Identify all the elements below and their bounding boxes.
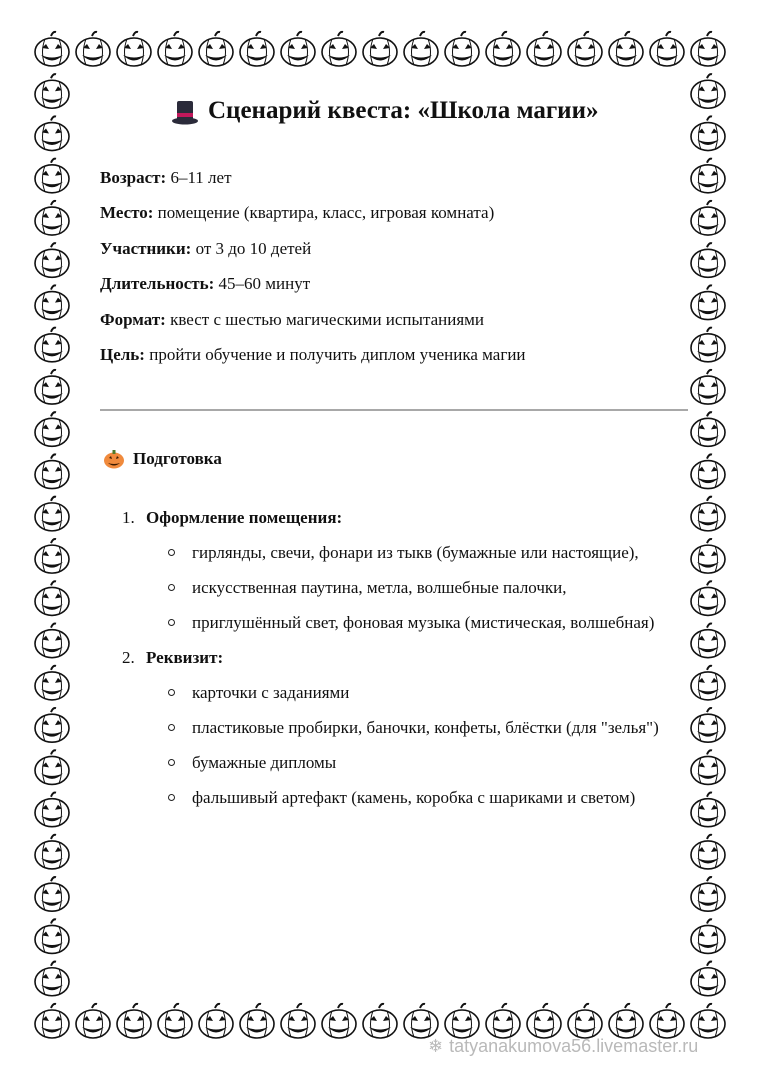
preparation-list: [122, 500, 682, 815]
sub-item-text: гирлянды, свечи, фонари из тыкв (бумажные или настоящие),: [192, 543, 639, 562]
bullet-icon: [168, 759, 175, 766]
list-item: [122, 640, 682, 675]
bullet-icon: [168, 584, 175, 591]
list-number: 2.: [122, 648, 135, 667]
sub-item-text: искусственная паутина, метла, волшебные палочки,: [192, 578, 567, 597]
bullet-icon: [168, 619, 175, 626]
bullet-icon: [168, 689, 175, 696]
section-title: Подготовка: [133, 449, 222, 468]
sub-list-item: [122, 605, 662, 640]
meta-label: Возраст:: [100, 168, 167, 187]
sub-list-item: [122, 710, 662, 745]
meta-duration: [100, 266, 700, 301]
watermark-text: tatyanakumova56.livemaster.ru: [449, 1036, 699, 1056]
sub-list-item: [122, 780, 662, 815]
meta-place: [100, 195, 700, 230]
meta-value: квест с шестью магическими испытаниями: [165, 309, 485, 329]
page-title: [170, 96, 690, 126]
meta-label: Формат:: [100, 309, 166, 329]
sub-item-text: карточки с заданиями: [192, 683, 350, 702]
meta-info: [100, 160, 700, 372]
meta-value: 45–60 минут: [214, 274, 311, 294]
bullet-icon: [168, 549, 175, 556]
list-item-title: Оформление помещения:: [146, 508, 343, 527]
sub-list-item: [122, 675, 662, 710]
list-item: [122, 500, 682, 535]
meta-goal: [100, 337, 700, 372]
meta-age: [100, 160, 700, 195]
meta-value: помещение (квартира, класс, игровая комната): [153, 203, 495, 223]
meta-label: Участники:: [100, 238, 192, 258]
meta-value: 6–11 лет: [166, 168, 232, 187]
meta-value: от 3 до 10 детей: [191, 238, 312, 258]
meta-label: Место:: [100, 203, 154, 223]
meta-value: пройти обучение и получить диплом ученика магии: [144, 345, 526, 365]
meta-label: Длительность:: [100, 274, 215, 294]
sub-list-item: [122, 570, 662, 605]
bullet-icon: [168, 794, 175, 801]
jack-o-lantern-icon: [103, 449, 125, 469]
sub-item-text: бумажные дипломы: [192, 753, 337, 772]
watermark: [428, 1036, 698, 1057]
list-number: 1.: [122, 508, 135, 527]
snowflake-icon: ❄: [428, 1036, 444, 1056]
horizontal-divider: [100, 409, 688, 411]
sub-list-item: [122, 745, 662, 780]
sub-item-text: приглушённый свет, фоновая музыка (мистическая, волшебная): [192, 613, 655, 632]
title-text: Сценарий квеста: «Школа магии»: [208, 97, 599, 124]
list-item-title: Реквизит:: [146, 648, 224, 667]
section-heading: [103, 449, 222, 469]
meta-format: [100, 302, 700, 337]
bullet-icon: [168, 724, 175, 731]
meta-label: Цель:: [100, 345, 145, 365]
sub-item-text: фальшивый артефакт (камень, коробка с шариками и светом): [192, 788, 636, 807]
sub-item-text: пластиковые пробирки, баночки, конфеты, блёстки (для "зелья"): [192, 718, 659, 737]
meta-participants: [100, 231, 700, 266]
top-hat-icon: [170, 96, 200, 126]
sub-list-item: [122, 535, 662, 570]
